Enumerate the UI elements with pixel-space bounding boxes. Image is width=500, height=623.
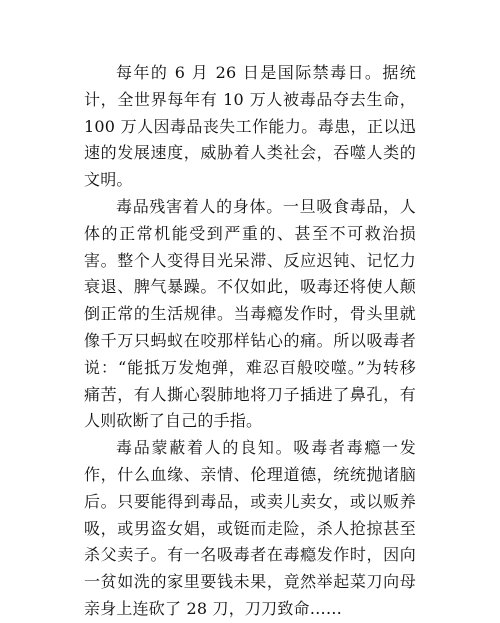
paragraph-body-harm: 毒品残害着人的身体。一旦吸食毒品，人体的正常机能受到严重的、甚至不可救治损害。整个人变得目光呆滞、反应迟钝、记忆力衰退、脾气暴躁。不仅如此，吸毒还将使人颠倒正常的生活规律。当毒瘾发作时，骨头里就像千万只蚂蚁在咬那样钻心的痛。所以吸毒者说：“能抵万发炮弹，难忍百般咬噬。”为转移痛苦，有人撕心裂肺地将刀子插进了鼻孔，有人则砍断了自己的手指。 xyxy=(84,196,416,431)
paragraph-drug-day: 每年的 6 月 26 日是国际禁毒日。据统计，全世界每年有 10 万人被毒品夺去生命，100 万人因毒品丧失工作能力。毒患，正以迅速的发展速度，威胁着人类社会，吞噬人类的文明。 xyxy=(84,63,416,190)
article-body xyxy=(84,60,416,623)
paragraph-conscience: 毒品蒙蔽着人的良知。吸毒者毒瘾一发作，什么血缘、亲情、伦理道德，统统抛诸脑后。只要能得到毒品，或卖儿卖女，或以贩养吸，或男盗女娼，或铤而走险，杀人抢掠甚至杀父卖子。有一名吸毒者在毒瘾发作时，因向一贫如洗的家里要钱未果，竟然举起菜刀向母亲身上连砍了 28 刀，刀刀致命…… xyxy=(84,438,416,618)
